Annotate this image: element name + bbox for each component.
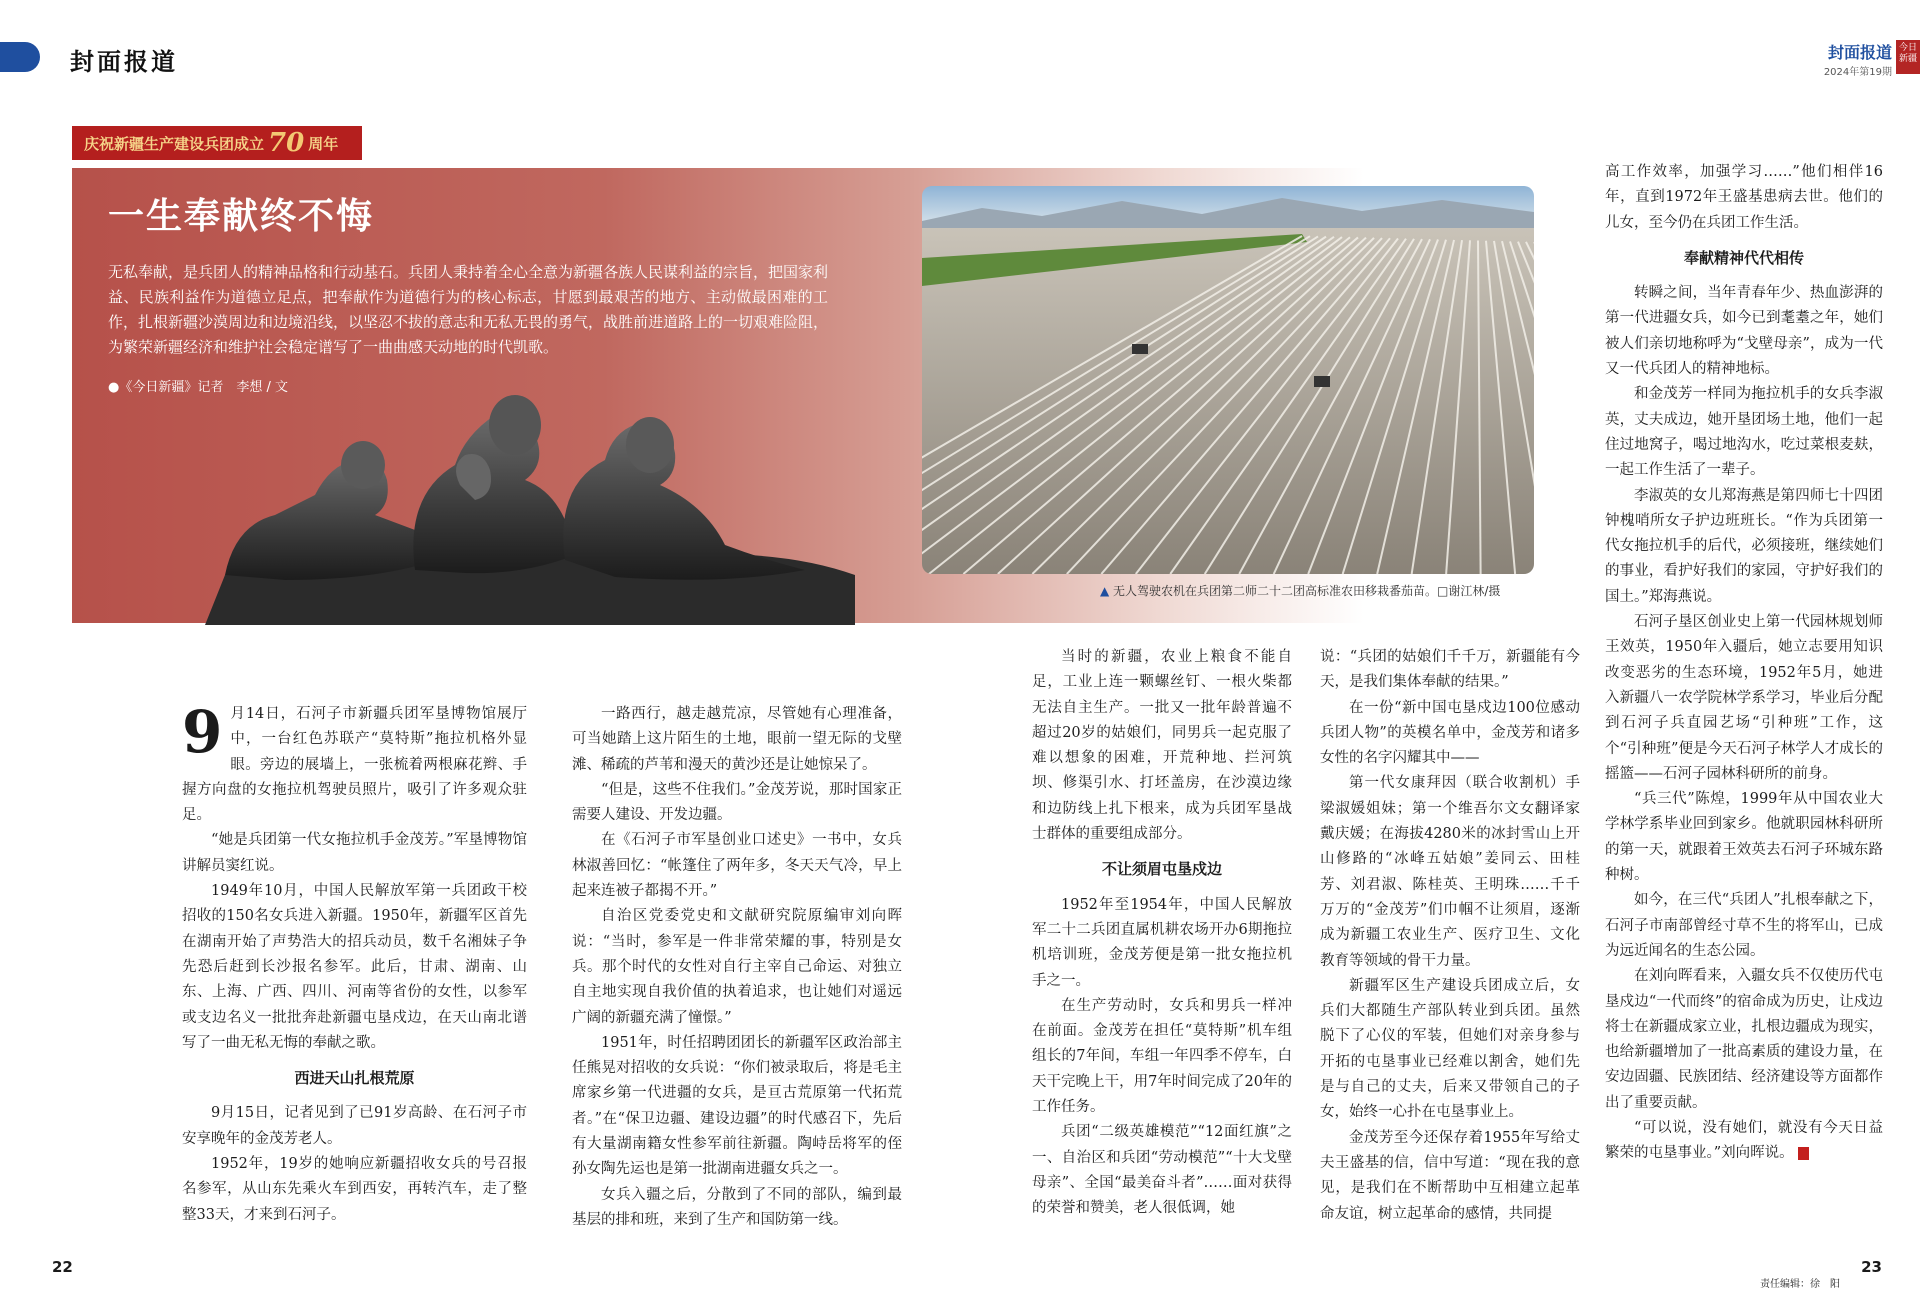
- subheading: 奉献精神代代相传: [1683, 248, 1804, 267]
- farmland-photo: [922, 186, 1534, 574]
- anniversary-banner: [72, 126, 362, 160]
- page-number-left: 22: [52, 1258, 73, 1276]
- paragraph: 1952年至1954年，中国人民解放军二十二兵团直属机耕农场开办6期拖拉机培训班，金茂芳便是第一批女拖拉机手之一。: [1032, 896, 1292, 989]
- paragraph: [182, 698, 527, 828]
- paragraph: 兵团“二级英雄模范”“12面红旗”之一、自治区和兵团“劳动模范”“十大戈壁母亲”、全国“最美奋斗者”……面对获得的荣誉和赞美，老人很低调，她: [1032, 1124, 1292, 1217]
- paragraph: “兵三代”陈煌，1999年从中国农业大学林学系毕业回到家乡。他就职园林科研所的第一天，就跟着王效英去石河子环城东路种树。: [1605, 791, 1883, 884]
- paragraph: 转瞬之间，当年青春年少、热血澎湃的第一代进疆女兵，如今已到耄耋之年，她们被人们亲切地称呼为“戈壁母亲”，成为一代又一代兵团人的精神地标。: [1605, 285, 1883, 378]
- paragraph-text: 月14日，石河子市新疆兵团军垦博物馆展厅中，一台红色苏联产“莫特斯”拖拉机格外显眼。旁边的展墙上，一张梳着两根麻花辫、手握方向盘的女拖拉机驾驶员照片，吸引了许多观众驻足。: [182, 706, 527, 824]
- subheading: 西进天山扎根荒原: [294, 1069, 415, 1088]
- paragraph: 如今，在三代“兵团人”扎根奉献之下，石河子市南部曾经寸草不生的将军山，已成为远近闻名的生态公园。: [1605, 892, 1883, 959]
- banner-number: 70: [268, 128, 305, 158]
- text-column-3: [1032, 645, 1292, 1222]
- section-tab-marker: [0, 42, 40, 72]
- paragraph: “她是兵团第一代女拖拉机手金茂芳。”军垦博物馆讲解员窦红说。: [182, 832, 527, 874]
- paragraph: 和金茂芳一样同为拖拉机手的女兵李淑英，丈夫成边，她开垦团场土地，他们一起住过地窝子，喝过地沟水，吃过菜根麦麸，一起工作生活了一辈子。: [1605, 386, 1883, 479]
- article-intro: 无私奉献，是兵团人的精神品格和行动基石。兵团人秉持着全心全意为新疆各族人民谋利益的宗旨，把国家利益、民族利益作为道德立足点，把奉献作为道德行为的核心标志，甘愿到最艰苦的地方、主动做最困难的工作，扎根新疆沙漠周边和边境沿线，以坚忍不拔的意志和无私无畏的勇气，战胜前进道路上的一切艰难险阻，为繁荣新疆经济和维护社会稳定谱写了一曲曲感天动地的时代凯歌。: [108, 263, 829, 356]
- women-soldiers-sculpture-image: [165, 345, 865, 625]
- photo-caption: [1100, 582, 1500, 599]
- paragraph: 女兵入疆之后，分散到了不同的部队，编到最基层的排和班，来到了生产和国防第一线。: [572, 1186, 902, 1228]
- paragraph: 1949年10月，中国人民解放军第一兵团政干校招收的150名女兵进入新疆。1950年，新疆军区首先在湖南开始了声势浩大的招兵动员，数千名湘妹子争先恐后赶到长沙报名参军。此后，甘肃、湖南、山东、上海、广西、四川、河南等省份的女性，以参军或支边名义一批批奔赴新疆屯垦戍边，在天山南北谱写了一曲无私无悔的奉献之歌。: [182, 883, 527, 1051]
- end-mark-icon: [1798, 1147, 1809, 1160]
- paragraph: 第一代女康拜因（联合收割机）手梁淑媛姐妹；第一个维吾尔文女翻译家戴庆媛；在海拔4280米的冰封雪山上开山修路的“冰峰五姑娘”姜同云、田桂芳、刘君淑、陈桂英、王明珠……千千万万的“金茂芳”们巾帼不让须眉，逐渐成为新疆工农业生产、医疗卫生、文化教育等领域的骨干力量。: [1320, 775, 1580, 969]
- paragraph: 在生产劳动时，女兵和男兵一样冲在前面。金茂芳在担任“莫特斯”机车组组长的7年间，车组一年四季不停车，白天干完晚上干，用7年时间完成了20年的工作任务。: [1032, 997, 1292, 1116]
- paragraph: 在《石河子市军垦创业口述史》一书中，女兵林淑善回忆：“帐篷住了两年多，冬天天气冷，早上起来连被子都揭不开。”: [572, 832, 902, 900]
- text-column-4: [1320, 645, 1580, 1227]
- paragraph-text: “可以说，没有她们，就没有今天日益繁荣的屯垦事业。”刘向晖说。: [1605, 1119, 1883, 1162]
- paragraph: 说：“兵团的姑娘们千千万，新疆能有今天，是我们集体奉献的结果。”: [1320, 649, 1580, 691]
- section-title-left: 封面报道: [70, 47, 178, 76]
- article-byline: ●《今日新疆》记者 李想 / 文: [108, 380, 288, 395]
- banner-prefix: 庆祝新疆生产建设兵团成立: [84, 134, 265, 153]
- banner-suffix: 周年: [308, 134, 339, 153]
- paragraph: 自治区党委党史和文献研究院原编审刘向晖说：“当时，参军是一件非常荣耀的事，特别是女兵。那个时代的女性对自行主宰自己命运、对独立自主地实现自我价值的执着追求，也让她们对遥远广阔的新疆充满了憧憬。”: [572, 908, 902, 1026]
- header-right: [1824, 40, 1892, 78]
- paragraph: 一路西行，越走越荒凉，尽管她有心理准备，可当她踏上这片陌生的土地，眼前一望无际的戈壁滩、稀疏的芦苇和漫天的黄沙还是让她惊呆了。: [572, 706, 902, 773]
- caption-triangle-icon: ▲: [1100, 584, 1114, 598]
- paragraph: 在一份“新中国屯垦戍边100位感动兵团人物”的英模名单中，金茂芳和诸多女性的名字闪耀其中——: [1320, 699, 1580, 767]
- paragraph: [1605, 1116, 1883, 1167]
- caption-text: 无人驾驶农机在兵团第二师二十二团高标准农田移栽番茄苗。□谢江林/摄: [1113, 584, 1501, 598]
- paragraph: 石河子垦区创业史上第一代园林规划师王效英，1950年入疆后，她立志要用知识改变恶劣的生态环境，1952年5月，她进入新疆八一农学院林学系学习，毕业后分配到石河子兵直园艺场“引种班”工作，这个“引种班”便是今天石河子林学人才成长的摇篮——石河子园林科研所的前身。: [1605, 614, 1883, 782]
- paragraph: 1951年，时任招聘团团长的新疆军区政治部主任熊晃对招收的女兵说：“你们被录取后，将是毛主席家乡第一代进疆的女兵，是亘古荒原第一代拓荒者。”在“保卫边疆、建设边疆”的时代感召下，先后有大量湖南籍女性参军前往新疆。陶峙岳将军的侄孙女陶先运也是第一批湖南进疆女兵之一。: [572, 1034, 902, 1178]
- text-column-1: [182, 698, 527, 1228]
- paragraph: “但是，这些不住我们。”金茂芳说，那时国家正需要人建设、开发边疆。: [572, 781, 902, 824]
- paragraph: 9月15日，记者见到了已91岁高龄、在石河子市安享晚年的金茂芳老人。: [182, 1105, 527, 1147]
- article-title: 一生奉献终不悔: [108, 196, 375, 237]
- paragraph: 当时的新疆，农业上粮食不能自足，工业上连一颗螺丝钉、一根火柴都无法自主生产。一批又一批年龄普遍不超过20岁的姑娘们，同男兵一起克服了难以想象的困难，开荒种地、拦河筑坝、修渠引水、打坯盖房，在沙漠边缘和边防线上扎下根来，成为兵团军垦战士群体的重要组成部分。: [1032, 649, 1292, 843]
- paragraph: 在刘向晖看来，入疆女兵不仅使历代屯垦戍边“一代而终”的宿命成为历史，让戍边将士在新疆成家立业，扎根边疆成为现实，也给新疆增加了一批高素质的建设力量，在安边固疆、民族团结、经济建设等方面都作出了重要贡献。: [1605, 968, 1883, 1111]
- paragraph: 1952年，19岁的她响应新疆招收女兵的号召报名参军，从山东先乘火车到西安，再转汽车，走了整整33天，才来到石河子。: [182, 1156, 527, 1223]
- responsible-editor: 责任编辑：徐 阳: [1760, 1279, 1840, 1290]
- paragraph: 李淑英的女儿郑海燕是第四师七十四团钟槐哨所女子护边班班长。“作为兵团第一代女拖拉机手的后代，必须接班，继续她们的事业，看护好我们的家园，守护好我们的国土。”郑海燕说。: [1605, 487, 1883, 605]
- text-column-5: [1605, 160, 1883, 1167]
- subheading: 不让须眉屯垦戍边: [1101, 860, 1222, 879]
- page-number-right: 23: [1861, 1258, 1882, 1276]
- drop-cap: 9: [182, 698, 223, 766]
- section-title-right: 封面报道: [1827, 43, 1892, 62]
- magazine-logo: 今日新疆: [1896, 40, 1920, 74]
- issue-number: 2024年第19期: [1823, 67, 1892, 78]
- text-column-2: [572, 702, 902, 1233]
- paragraph: 新疆军区生产建设兵团成立后，女兵们大都随生产部队转业到兵团。虽然脱下了心仪的军装，但她们对亲身参与开拓的屯垦事业已经难以割舍，她们先是与自己的丈夫，后来又带领自己的子女，始终一心扑在屯垦事业上。: [1320, 977, 1580, 1121]
- paragraph: 金茂芳至今还保存着1955年写给丈夫王盛基的信，信中写道：“现在我的意见，是我们在不断帮助中互相建立起革命友谊，树立起革命的感情，共同提: [1320, 1129, 1580, 1222]
- paragraph: 高工作效率，加强学习……”他们相伴16年，直到1972年王盛基患病去世。他们的儿女，至今仍在兵团工作生活。: [1605, 164, 1883, 231]
